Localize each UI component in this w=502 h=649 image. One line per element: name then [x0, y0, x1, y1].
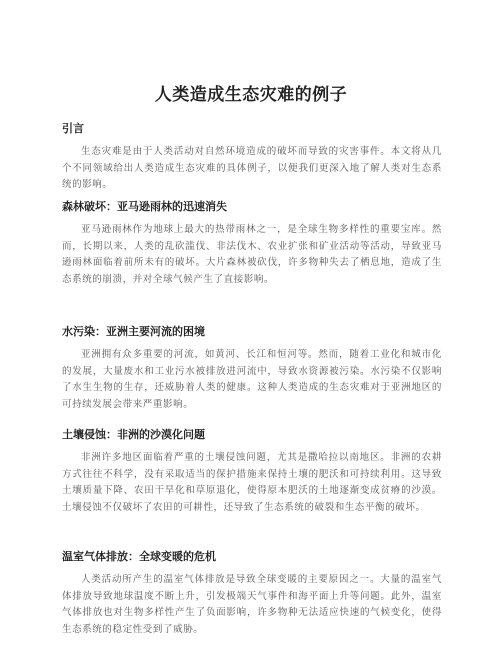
section-introduction: [62, 120, 442, 204]
section-heading: 森林破坏：亚马逊雨林的迅速消失: [62, 200, 227, 213]
section-paragraph: 人类活动所产生的温室气体排放是导致全球变暖的主要原因之一。大量的温室气体排放导致地球温度不断上升，引发极端天气事件和海平面上升等问题。此外，温室气体排放也对生物多样性产生了负面影响，许多物种无法适应快速的气候变化，使得生态系统的稳定性受到了威胁。: [62, 574, 442, 635]
section-paragraph: 亚马逊雨林作为地球上最大的热带雨林之一，是全球生物多样性的重要宝库。然而，长期以来，人类的乱砍滥伐、非法伐木、农业扩张和矿业活动等活动，导致亚马逊雨林面临着前所未有的破坏。大片森林被砍伐，许多物种失去了栖息地，造成了生态系统的崩溃，并对全球气候产生了直接影响。: [62, 224, 442, 285]
section-heading: 引言: [62, 122, 84, 135]
section-water-pollution: [62, 323, 442, 423]
section-paragraph: 生态灾难是由于人类活动对自然环境造成的破坏而导致的灾害事件。本文将从几个不同领域给出人类造成生态灾难的具体例子，以便我们更深入地了解人类对生态系统的影响。: [62, 146, 442, 191]
document-title: 人类造成生态灾难的例子: [154, 85, 348, 105]
section-soil-erosion: [62, 426, 442, 526]
section-paragraph: 非洲许多地区面临着严重的土壤侵蚀问题，尤其是撒哈拉以南地区。非洲的农耕方式往往不科学，没有采取适当的保护措施来保持土壤的肥沃和可持续利用。这导致土壤质量下降、农田干旱化和草原退化，使得原本肥沃的土地逐渐变成贫瘠的沙漠。土壤侵蚀不仅破坏了农田的可耕性，还导致了生态系统的破裂和生态平衡的破坏。: [62, 452, 442, 513]
section-paragraph: 亚洲拥有众多重要的河流，如黄河、长江和恒河等。然而，随着工业化和城市化的发展，大量废水和工业污水被排放进河流中，导致水资源被污染。水污染不仅影响了水生生物的生存，还威胁着人类的健康。这种人类造成的生态灾难对于亚洲地区的可持续发展会带来严重影响。: [62, 349, 442, 410]
section-heading: 水污染：亚洲主要河流的困境: [62, 325, 205, 338]
section-forest-destruction: [62, 198, 442, 298]
section-greenhouse-emissions: [62, 548, 442, 648]
section-heading: 温室气体排放：全球变暖的危机: [62, 550, 216, 563]
section-heading: 土壤侵蚀：非洲的沙漠化问题: [62, 428, 205, 441]
